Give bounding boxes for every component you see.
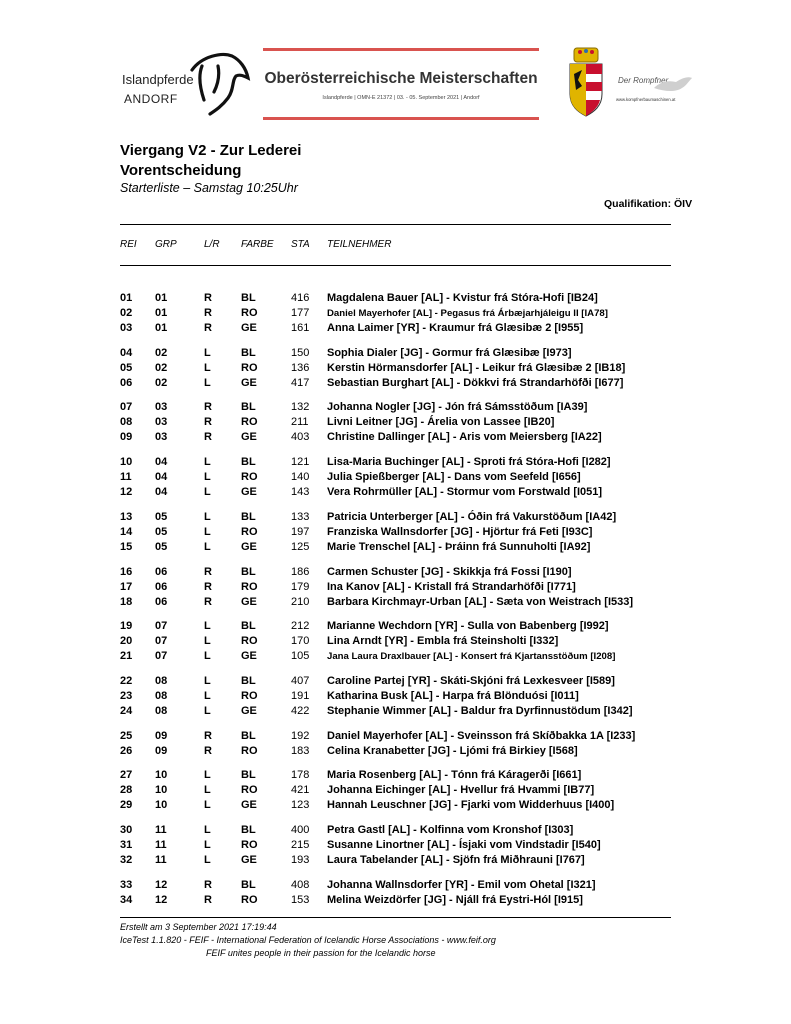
cell-teilnehmer: Petra Gastl [AL] - Kolfinna vom Kronshof [I303] [327,824,574,836]
column-header-lr: L/R [204,239,220,250]
cell-rei: 27 [120,769,133,782]
created-timestamp: Erstellt am 3 September 2021 17:19:44 [120,922,277,932]
cell-grp: 06 [155,595,168,608]
brand-line-2: ANDORF [124,92,178,106]
cell-grp: 04 [155,486,168,499]
cell-lr: L [204,824,211,836]
cell-sta: 400 [291,824,310,836]
cell-sta: 143 [291,486,310,499]
cell-sta: 183 [291,744,310,757]
cell-sta: 178 [291,769,310,782]
cell-teilnehmer: Maria Rosenberg [AL] - Tónn frá Káragerði [I661] [327,769,582,782]
cell-sta: 153 [291,893,310,906]
cell-teilnehmer: Carmen Schuster [JG] - Skikkja frá Fossi [I190] [327,565,572,578]
column-header-farbe: FARBE [241,239,274,250]
cell-teilnehmer: Patricia Unterberger [AL] - Óðin frá Vakurstöðum [IA42] [327,510,617,523]
cell-sta: 150 [291,346,310,359]
cell-farbe: RO [241,580,258,593]
cell-farbe: RO [241,784,258,797]
cell-grp: 10 [155,799,168,812]
cell-rei: 22 [120,674,133,687]
cell-teilnehmer: Julia Spießberger [AL] - Dans vom Seefeld [I656] [327,471,581,484]
cell-lr: L [204,540,211,553]
cell-farbe: RO [241,416,258,429]
cell-lr: L [204,471,211,484]
cell-teilnehmer: Lisa-Maria Buchinger [AL] - Sproti frá Stóra-Hofi [I282] [327,456,611,469]
cell-teilnehmer: Lina Arndt [YR] - Embla frá Steinsholti [I332] [327,635,559,648]
cell-teilnehmer: Barbara Kirchmayr-Urban [AL] - Sæta von Weistrach [I533] [327,595,634,608]
cell-lr: L [204,674,211,687]
cell-rei: 12 [120,486,133,499]
cell-farbe: RO [241,893,258,906]
cell-grp: 02 [155,361,168,374]
cell-farbe: BL [241,401,256,414]
cell-grp: 12 [155,878,168,891]
upper-austria-crest-icon [566,46,606,118]
cell-lr: R [204,401,212,414]
cell-teilnehmer: Kerstin Hörmansdorfer [AL] - Leikur frá Glæsibæ 2 [IB18] [327,361,626,374]
cell-grp: 02 [155,376,168,389]
cell-grp: 05 [155,510,168,523]
cell-sta: 121 [291,456,310,469]
cell-farbe: RO [241,525,258,538]
cell-farbe: BL [241,456,256,469]
cell-rei: 06 [120,376,133,389]
cell-rei: 25 [120,729,133,742]
cell-sta: 177 [291,307,310,319]
cell-teilnehmer: Johanna Eichinger [AL] - Hvellur frá Hvammi [IB77] [327,784,595,797]
cell-rei: 13 [120,510,133,523]
cell-lr: L [204,525,211,538]
cell-sta: 186 [291,565,310,578]
cell-sta: 422 [291,704,310,717]
cell-teilnehmer: Daniel Mayerhofer [AL] - Pegasus frá Árbæjarhjáleigu II [IA78] [327,308,608,319]
cell-grp: 01 [155,292,168,304]
cell-lr: R [204,729,212,742]
cell-lr: R [204,292,212,304]
cell-farbe: GE [241,854,257,866]
cell-grp: 08 [155,704,168,717]
cell-rei: 32 [120,854,133,866]
cell-sta: 179 [291,580,310,593]
cell-teilnehmer: Vera Rohrmüller [AL] - Stormur vom Forstwald [I051] [327,486,603,499]
cell-teilnehmer: Hannah Leuschner [JG] - Fjarki vom Widderhuus [I400] [327,799,615,812]
cell-sta: 215 [291,839,310,851]
cell-grp: 04 [155,456,168,469]
cell-sta: 210 [291,595,310,608]
cell-rei: 18 [120,595,133,608]
cell-rei: 09 [120,431,133,444]
cell-grp: 04 [155,471,168,484]
cell-sta: 125 [291,540,310,553]
cell-lr: L [204,346,211,359]
cell-farbe: GE [241,799,257,812]
column-header-teilnehmer: TEILNEHMER [327,239,392,250]
cell-sta: 193 [291,854,310,866]
cell-rei: 24 [120,704,133,717]
cell-lr: L [204,361,211,374]
column-header-grp: GRP [155,239,177,250]
cell-rei: 26 [120,744,133,757]
cell-farbe: GE [241,431,257,444]
cell-rei: 03 [120,322,133,334]
cell-sta: 136 [291,361,310,374]
cell-sta: 132 [291,401,310,414]
cell-lr: L [204,635,211,648]
cell-lr: R [204,744,212,757]
cell-sta: 192 [291,729,310,742]
cell-sta: 408 [291,878,310,891]
cell-sta: 212 [291,620,310,633]
cell-rei: 05 [120,361,133,374]
cell-farbe: GE [241,376,257,389]
cell-farbe: BL [241,674,256,687]
cell-farbe: GE [241,650,257,663]
cell-teilnehmer: Laura Tabelander [AL] - Sjöfn frá Miðhrauni [I767] [327,854,585,866]
cell-rei: 15 [120,540,133,553]
cell-rei: 10 [120,456,133,469]
cell-sta: 407 [291,674,310,687]
cell-lr: L [204,650,211,663]
cell-lr: R [204,322,212,334]
cell-teilnehmer: Johanna Nogler [JG] - Jón frá Sámsstöðum [IA39] [327,401,588,414]
cell-farbe: BL [241,510,256,523]
cell-teilnehmer: Sebastian Burghart [AL] - Dökkvi frá Strandarhöfði [I677] [327,376,624,389]
cell-teilnehmer: Susanne Linortner [AL] - Ísjaki vom Vindstadir [I540] [327,839,601,851]
sponsor-logo [616,76,694,106]
cell-rei: 14 [120,525,133,538]
sponsor-tagline: www.kompfnerbaumaschinen.at [616,97,676,102]
qualification-label: Qualifikation: ÖIV [604,198,693,210]
competition-round: Vorentscheidung [120,162,242,179]
cell-teilnehmer: Marianne Wechdorn [YR] - Sulla von Babenberg [I992] [327,620,609,633]
cell-rei: 04 [120,346,133,359]
cell-farbe: BL [241,346,256,359]
event-subtitle: Islandpferde | OMN-E 21372 | 03. - 05. September 2021 | Andorf [322,95,480,101]
cell-grp: 06 [155,580,168,593]
cell-grp: 11 [155,839,167,851]
footer-rule [120,917,671,918]
cell-grp: 09 [155,729,168,742]
cell-teilnehmer: Anna Laimer [YR] - Kraumur frá Glæsibæ 2 [I955] [327,322,584,334]
cell-grp: 06 [155,565,168,578]
header-top-rule [263,48,539,51]
cell-lr: L [204,510,211,523]
cell-grp: 02 [155,346,168,359]
cell-sta: 191 [291,689,310,702]
cell-teilnehmer: Katharina Busk [AL] - Harpa frá Blönduósi [I011] [327,689,579,702]
cell-teilnehmer: Franziska Wallnsdorfer [JG] - Hjörtur frá Feti [I93C] [327,525,593,538]
cell-sta: 197 [291,525,310,538]
cell-rei: 23 [120,689,133,702]
cell-grp: 01 [155,307,168,319]
competition-title: Viergang V2 - Zur Lederei [120,142,302,159]
cell-grp: 10 [155,784,168,797]
cell-teilnehmer: Caroline Partej [YR] - Skáti-Skjóni frá Lexkesveer [I589] [327,674,615,687]
cell-rei: 20 [120,635,133,648]
cell-sta: 211 [291,416,309,429]
cell-sta: 140 [291,471,310,484]
cell-lr: R [204,307,212,319]
cell-lr: L [204,784,211,797]
cell-sta: 105 [291,650,310,663]
cell-lr: L [204,456,211,469]
cell-lr: R [204,416,212,429]
cell-farbe: RO [241,689,258,702]
cell-rei: 17 [120,580,133,593]
cell-rei: 31 [120,839,133,851]
cell-grp: 07 [155,620,168,633]
cell-lr: L [204,839,211,851]
cell-lr: R [204,893,212,906]
cell-grp: 01 [155,322,168,334]
cell-rei: 16 [120,565,133,578]
cell-sta: 161 [291,322,310,334]
cell-farbe: GE [241,595,257,608]
horse-silhouette-icon [652,74,694,96]
islandpferde-andorf-logo [110,46,250,116]
cell-lr: L [204,620,211,633]
cell-rei: 28 [120,784,133,797]
cell-farbe: GE [241,540,257,553]
table-top-rule [120,224,671,225]
cell-teilnehmer: Stephanie Wimmer [AL] - Baldur fra Dyrfinnustödum [I342] [327,704,633,717]
cell-lr: R [204,878,212,891]
cell-grp: 03 [155,401,168,414]
cell-teilnehmer: Melina Weizdörfer [JG] - Njáll frá Eystri-Hól [I915] [327,893,583,906]
cell-rei: 21 [120,650,133,663]
cell-lr: R [204,431,212,444]
cell-teilnehmer: Johanna Wallnsdorfer [YR] - Emil vom Ohetal [I321] [327,878,596,891]
cell-lr: L [204,689,211,702]
cell-farbe: BL [241,292,256,304]
cell-rei: 08 [120,416,133,429]
cell-farbe: BL [241,729,256,742]
cell-grp: 05 [155,525,168,538]
cell-grp: 11 [155,824,167,836]
cell-teilnehmer: Magdalena Bauer [AL] - Kvistur frá Stóra-Hofi [IB24] [327,292,598,304]
cell-farbe: BL [241,769,256,782]
column-header-sta: STA [291,239,310,250]
cell-grp: 03 [155,431,168,444]
cell-grp: 09 [155,744,168,757]
cell-rei: 33 [120,878,133,891]
cell-rei: 11 [120,471,132,484]
cell-lr: L [204,769,211,782]
cell-teilnehmer: Celina Kranabetter [JG] - Ljómi frá Birkiey [I568] [327,744,578,757]
cell-grp: 10 [155,769,168,782]
cell-teilnehmer: Sophia Dialer [JG] - Gormur frá Glæsibæ [I973] [327,346,572,359]
software-credit: IceTest 1.1.820 - FEIF - International Federation of Icelandic Horse Associations - www.feif.org [120,935,496,945]
cell-lr: R [204,565,212,578]
cell-farbe: RO [241,361,258,374]
cell-farbe: BL [241,878,256,891]
start-info: Starterliste – Samstag 10:25Uhr [120,181,298,195]
cell-grp: 05 [155,540,168,553]
cell-farbe: BL [241,620,256,633]
cell-rei: 01 [120,292,133,304]
header-bottom-rule [263,117,539,120]
cell-lr: L [204,704,211,717]
sponsor-name: Der Rompfner [618,76,669,85]
cell-lr: R [204,595,212,608]
cell-grp: 03 [155,416,168,429]
table-header-rule [120,265,671,266]
horse-head-icon [188,50,252,116]
cell-rei: 29 [120,799,133,812]
cell-lr: L [204,799,211,812]
cell-sta: 133 [291,510,310,523]
feif-slogan: FEIF unites people in their passion for the Icelandic horse [206,948,436,958]
cell-farbe: BL [241,824,256,836]
cell-teilnehmer: Christine Dallinger [AL] - Aris vom Meiersberg [IA22] [327,431,602,444]
cell-sta: 170 [291,635,310,648]
cell-grp: 07 [155,650,168,663]
cell-lr: L [204,486,211,499]
cell-lr: R [204,580,212,593]
cell-grp: 12 [155,893,168,906]
cell-rei: 07 [120,401,133,414]
cell-rei: 19 [120,620,133,633]
cell-grp: 11 [155,854,167,866]
cell-grp: 08 [155,674,168,687]
cell-rei: 02 [120,307,133,319]
cell-farbe: GE [241,322,257,334]
cell-farbe: GE [241,704,257,717]
cell-teilnehmer: Ina Kanov [AL] - Kristall frá Strandarhöfði [I771] [327,580,576,593]
cell-teilnehmer: Daniel Mayerhofer [AL] - Sveinsson frá Skíðbakka 1A [I233] [327,729,636,742]
cell-grp: 07 [155,635,168,648]
cell-teilnehmer: Jana Laura Draxlbauer [AL] - Konsert frá Kjartansstöðum [I208] [327,651,616,663]
cell-sta: 421 [291,784,310,797]
cell-farbe: RO [241,839,258,851]
cell-teilnehmer: Marie Trenschel [AL] - Þráinn frá Sunnuholti [IA92] [327,540,591,553]
cell-lr: L [204,376,211,389]
cell-lr: L [204,854,211,866]
cell-farbe: GE [241,486,257,499]
event-header [263,48,539,120]
event-title: Oberösterreichische Meisterschaften [264,70,538,87]
cell-sta: 403 [291,431,310,444]
cell-teilnehmer: Livni Leitner [JG] - Árelia von Lassee [IB20] [327,416,555,429]
cell-rei: 30 [120,824,133,836]
cell-farbe: RO [241,471,258,484]
cell-sta: 417 [291,376,310,389]
cell-sta: 123 [291,799,310,812]
cell-sta: 416 [291,292,310,304]
cell-rei: 34 [120,893,133,906]
cell-farbe: RO [241,744,258,757]
cell-farbe: RO [241,307,258,319]
cell-farbe: RO [241,635,258,648]
column-header-rei: REI [120,239,137,250]
brand-line-1: Islandpferde [122,72,194,87]
cell-farbe: BL [241,565,256,578]
cell-grp: 08 [155,689,168,702]
